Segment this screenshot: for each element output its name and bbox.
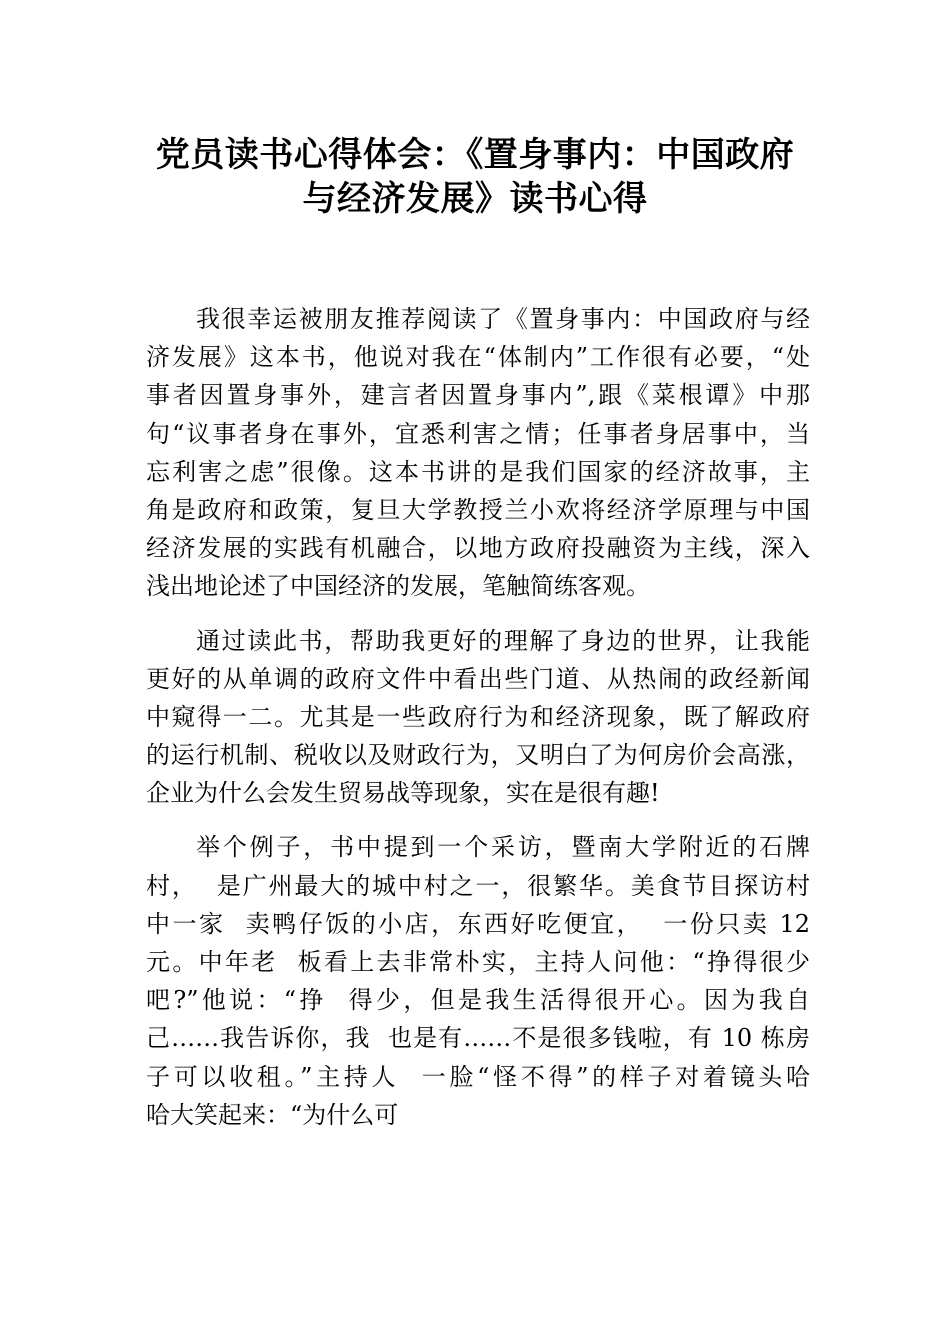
text-line: 更好的从单调的政府文件中看出些门道、从热闹的政经新闻 [146, 664, 810, 693]
document-body [146, 300, 810, 1150]
text-line: 经济发展的实践有机融合，以地方政府投融资为主线，深入 [146, 534, 810, 563]
title-line-1: 党员读书心得体会：《置身事内：中国政府 [155, 135, 795, 175]
title-line-2: 与经济发展》读书心得 [302, 179, 648, 219]
text-line: 哈大笑起来：“为什么可 [146, 1100, 399, 1129]
text-line: 举个例子，书中提到一个采访，暨南大学附近的石牌 [196, 833, 810, 862]
text-line: 通过读此书，帮助我更好的理解了身边的世界，让我能 [196, 626, 810, 655]
paragraph-3 [146, 828, 810, 1134]
paragraph-2 [146, 622, 810, 813]
text-line: 忘利害之虑”很像。这本书讲的是我们国家的经济故事，主 [146, 457, 810, 486]
paragraph-1 [146, 300, 810, 606]
text-line: 中窥得一二。尤其是一些政府行为和经济现象，既了解政府 [146, 702, 810, 731]
text-line: 元。中年老 板看上去非常朴实，主持人问他：“挣得很少 [146, 948, 810, 976]
text-line: 企业为什么会发生贸易战等现象，实在是很有趣! [146, 779, 660, 808]
text-line: 句“议事者身在事外，宜悉利害之情；任事者身居事中，当 [146, 419, 810, 448]
text-line: 吧?”他说：“挣 得少，但是我生活得很开心。因为我自 [146, 986, 810, 1015]
text-line: 村， 是广州最大的城中村之一，很繁华。美食节目探访村 [146, 871, 810, 900]
text-line: 己……我告诉你，我 也是有……不是很多钱啦，有 10 栋房 [146, 1024, 810, 1053]
text-line: 济发展》这本书，他说对我在“体制内”工作很有必要，“处 [146, 343, 810, 372]
text-line: 的运行机制、税收以及财政行为，又明白了为何房价会高涨， [146, 741, 810, 770]
text-line: 我很幸运被朋友推荐阅读了《置身事内：中国政府与经 [196, 305, 810, 333]
text-line: 浅出地论述了中国经济的发展，笔触简练客观。 [146, 572, 650, 601]
document-title [140, 133, 810, 221]
text-line: 子可以收租。”主持人 一脸“怪不得”的样子对着镜头哈 [146, 1062, 810, 1091]
text-line: 事者因置身事外，建言者因置身事内”,跟《菜根谭》中那 [146, 381, 810, 410]
text-line: 角是政府和政策，复旦大学教授兰小欢将经济学原理与中国 [146, 495, 810, 524]
text-line: 中一家 卖鸭仔饭的小店，东西好吃便宜， 一份只卖 12 [146, 909, 810, 938]
